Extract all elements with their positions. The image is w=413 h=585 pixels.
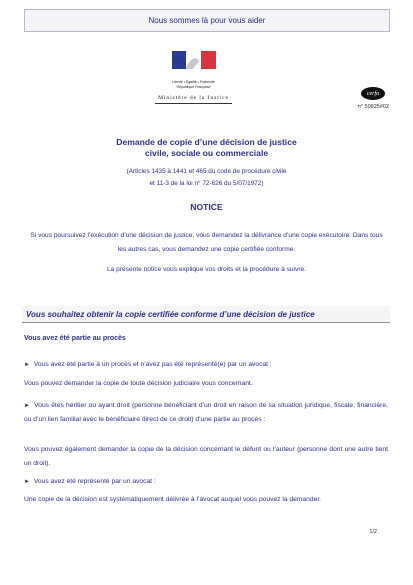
marianne-flag-icon xyxy=(172,51,216,79)
paragraph-4: Vous pouvez également demander la copie de la décision concernant le défunt ou l’auteur (personne dont une autre tient un droit). xyxy=(24,446,388,467)
paragraph-2: Vous pouvez demander la copie de toute décision judiciaire vous concernant. xyxy=(24,380,253,387)
logo-divider xyxy=(155,103,232,104)
section-subheading: Vous avez été partie au procès xyxy=(24,335,126,342)
ministry-logo xyxy=(151,51,236,106)
arrow-bullet-icon: ► xyxy=(24,479,30,485)
section-title: Vous souhaitez obtenir la copie certifiée conforme d’une décision de justice xyxy=(26,309,315,319)
title-line-2: civile, sociale ou commerciale xyxy=(144,148,269,158)
intro-paragraph-2: La présente notice vous explique vos droits et la procédure à suivre. xyxy=(106,266,307,273)
cerfa-label: cerfa xyxy=(366,90,380,97)
articles-line-1: (Articles 1435 à 1441 et 465 du code de procédure civile xyxy=(126,168,287,175)
paragraph-5-text: Vous avez été représenté par un avocat : xyxy=(33,478,156,485)
logo-motto: Liberté • Égalité • Fraternité xyxy=(172,80,215,84)
document-title xyxy=(60,137,353,159)
arrow-bullet-icon: ► xyxy=(24,362,30,368)
paragraph-6: Une copie de la décision est systématiquement délivrée à l’avocat auquel vous pouvez la demander. xyxy=(24,496,322,503)
intro-paragraph-1: Si vous poursuivez l’exécution d’une décision de justice, vous demandez la délivrance d’une copie exécutoire. Dans tous les autres cas, vous demandez une copie certifiée conforme. xyxy=(30,232,383,253)
ministry-name: Ministère de la Justice xyxy=(158,95,229,101)
articles-line-2: et 11-3 de la loi n° 72-626 du 5/07/1972) xyxy=(149,180,264,187)
section-title-bar xyxy=(22,306,390,323)
arrow-bullet-icon: ► xyxy=(24,403,30,409)
logo-country: République Française xyxy=(176,85,211,89)
title-line-1: Demande de copie d’une décision de justice xyxy=(116,137,297,147)
paragraph-1-text: Vous avez été partie à un procès et n’avez pas été représenté(e) par un avocat : xyxy=(33,361,272,368)
form-number: n° 50825#02 xyxy=(357,104,389,110)
paragraph-3 xyxy=(24,399,388,427)
notice-intro xyxy=(30,229,383,277)
notice-heading: NOTICE xyxy=(190,202,223,212)
paragraph-3-text: Vous êtes héritier ou ayant droit (personne bénéficiant d’un droit en raison de sa situation juridique, fiscale, financière, ou d’un lien familial avec le bénéficiaire direct de ce droit) d’une partie au procès : xyxy=(24,402,388,423)
paragraph-1 xyxy=(24,358,388,372)
help-banner xyxy=(24,9,390,32)
page-number: 1/2 xyxy=(369,529,377,535)
cerfa-logo xyxy=(361,87,385,100)
legal-references xyxy=(70,166,343,190)
help-banner-text: Nous sommes là pour vous aider xyxy=(148,16,266,25)
paragraph-5 xyxy=(24,475,388,489)
